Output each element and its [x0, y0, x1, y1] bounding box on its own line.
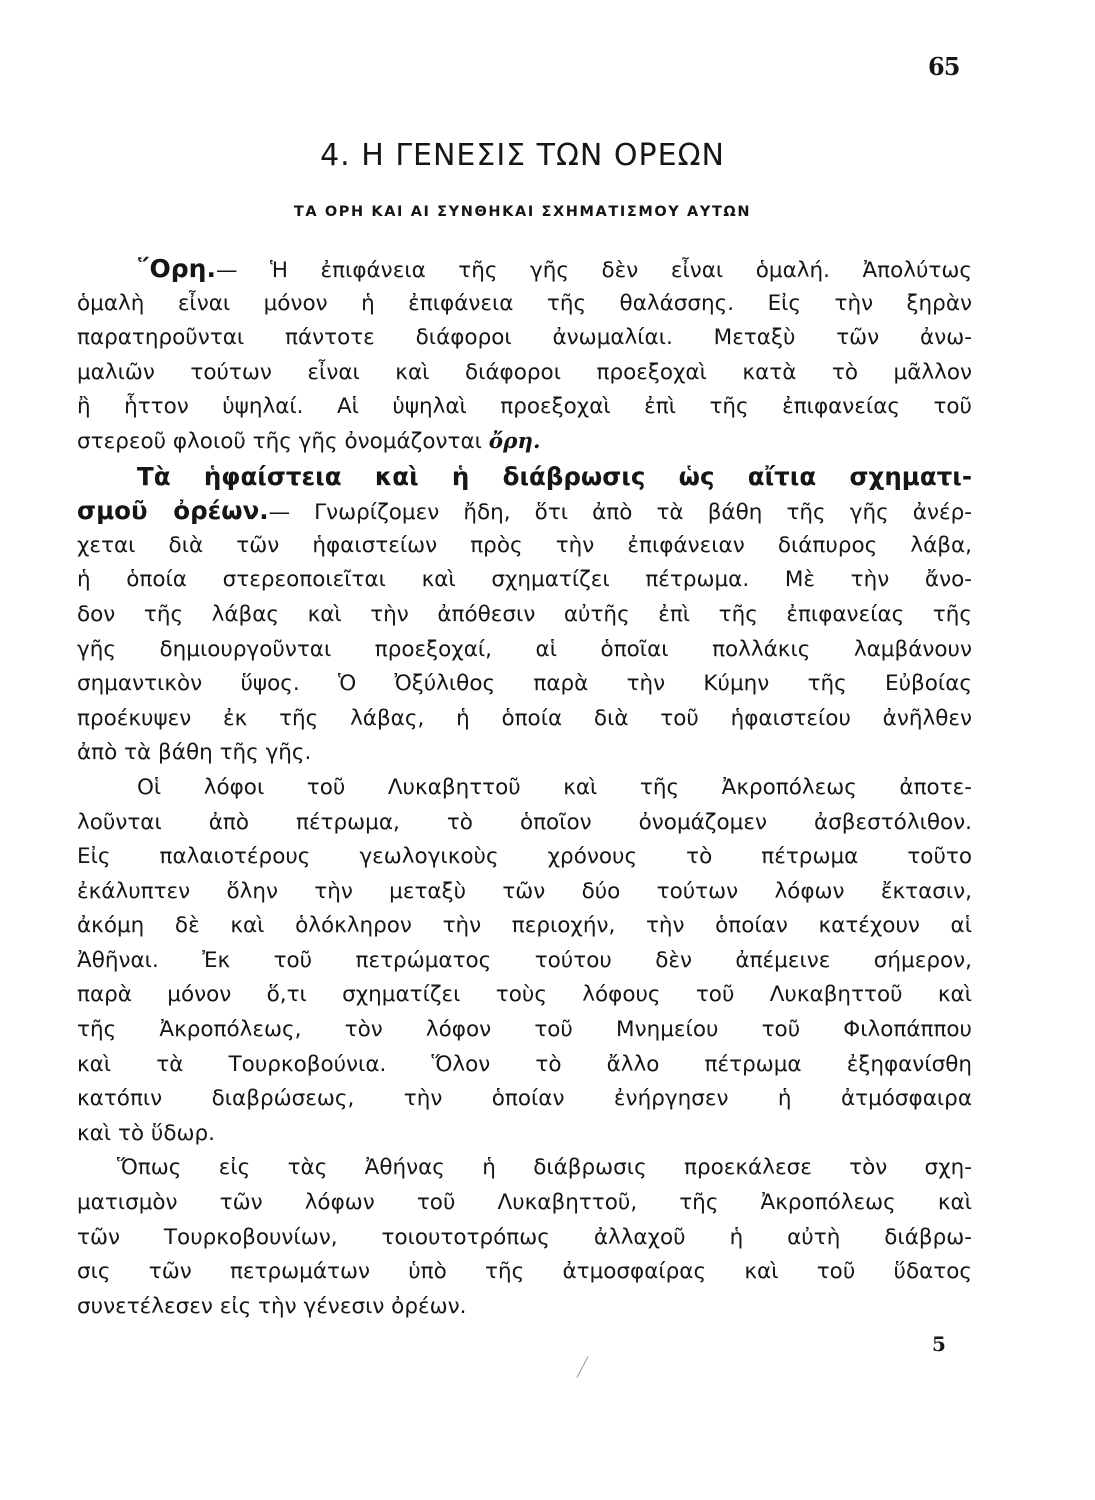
paragraph-line: ἢ ἧττον ὑψηλαί. Αἱ ὑψηλαὶ προεξοχαὶ ἐπὶ τῆς ἐπιφανείας τοῦ [77, 394, 972, 420]
paragraph-line: ἀπὸ τὰ βάθη τῆς γῆς. [77, 740, 312, 766]
paragraph-line: μαλιῶν τούτων εἶναι καὶ διάφοροι προεξοχαὶ κατὰ τὸ μᾶλλον [77, 359, 972, 385]
body-text [77, 252, 972, 1324]
stray-mark [576, 1356, 588, 1378]
paragraph-line [77, 425, 972, 460]
chapter-title: 4. Η ΓΕΝΕΣΙΣ ΤΩΝ ΟΡΕΩΝ [320, 138, 725, 173]
paragraph-line: Οἱ λόφοι τοῦ Λυκαβηττοῦ καὶ τῆς Ἀκροπόλεως ἀποτε- [137, 774, 972, 800]
defined-term: ὄρη. [488, 428, 541, 454]
paragraph-line: γῆς δημιουργοῦνται προεξοχαί, αἱ ὁποῖαι πολλάκις λαμβάνουν [77, 636, 972, 662]
paragraph-line: ἡ ὁποία στερεοποιεῖται καὶ σχηματίζει πέτρωμα. Μὲ τὴν ἄνο- [77, 567, 972, 593]
paragraph-line: ἀκόμη δὲ καὶ ὁλόκληρον τὴν περιοχήν, τὴν ὁποίαν κατέχουν αἱ [77, 913, 972, 939]
paragraph-line: Εἰς παλαιοτέρους γεωλογικοὺς χρόνους τὸ πέτρωμα τοῦτο [77, 844, 972, 870]
paragraph-line: ἐκάλυπτεν ὅλην τὴν μεταξὺ τῶν δύο τούτων λόφων ἔκτασιν, [77, 878, 972, 904]
section-heading-line: Τὰ ἡφαίστεια καὶ ἡ διάβρωσις ὡς αἴτια σχηματι- [137, 461, 972, 491]
paragraph-text: — Ἡ ἐπιφάνεια τῆς γῆς δὲν εἶναι ὁμαλή. Ἀπολύτως [215, 258, 972, 283]
paragraph-line: Ἀθῆναι. Ἐκ τοῦ πετρώματος τούτου δὲν ἀπέμεινε σήμερον, [77, 947, 972, 973]
paragraph-line: προέκυψεν ἐκ τῆς λάβας, ἡ ὁποία διὰ τοῦ ἡφαιστείου ἀνῆλθεν [77, 705, 972, 731]
paragraph-line: ὁμαλὴ εἶναι μόνον ἡ ἐπιφάνεια τῆς θαλάσσης. Εἰς τὴν ξηρὰν [77, 290, 972, 316]
signature-mark: 5 [932, 1332, 946, 1356]
paragraph-line: κατόπιν διαβρώσεως, τὴν ὁποίαν ἐνήργησεν ἡ ἀτμόσφαιρα [77, 1086, 972, 1112]
paragraph-line: σημαντικὸν ὕψος. Ὁ Ὀξύλιθος παρὰ τὴν Κύμην τῆς Εὐβοίας [77, 671, 972, 697]
run-in-heading: ῞Ορη. [137, 254, 216, 283]
paragraph-line: ματισμὸν τῶν λόφων τοῦ Λυκαβηττοῦ, τῆς Ἀκροπόλεως καὶ [77, 1190, 972, 1216]
paragraph-line: δον τῆς λάβας καὶ τὴν ἀπόθεσιν αὐτῆς ἐπὶ τῆς ἐπιφανείας τῆς [77, 601, 972, 627]
paragraph-line: συνετέλεσεν εἰς τὴν γένεσιν ὀρέων. [77, 1293, 467, 1319]
paragraph-line: χεται διὰ τῶν ἡφαιστείων πρὸς τὴν ἐπιφάνειαν διάπυρος λάβα, [77, 532, 972, 558]
paragraph-line: καὶ τὰ Τουρκοβούνια. Ὅλον τὸ ἄλλο πέτρωμα ἐξηφανίσθη [77, 1051, 972, 1077]
section-heading-line: σμοῦ ὀρέων. [77, 496, 269, 526]
page-number: 65 [928, 52, 960, 81]
paragraph-line: Ὅπως εἰς τὰς Ἀθήνας ἡ διάβρωσις προεκάλεσε τὸν σχη- [117, 1155, 972, 1181]
paragraph-line: παρατηροῦνται πάντοτε διάφοροι ἀνωμαλίαι. Μεταξὺ τῶν ἀνω- [77, 325, 972, 351]
paragraph-text: στερεοῦ φλοιοῦ τῆς γῆς ὀνομάζονται [77, 428, 482, 454]
paragraph-text: — Γνωρίζομεν ἤδη, ὅτι ἀπὸ τὰ βάθη τῆς γῆς ἀνέρ- [268, 500, 973, 526]
paragraph-line: σις τῶν πετρωμάτων ὑπὸ τῆς ἀτμοσφαίρας καὶ τοῦ ὕδατος [77, 1259, 972, 1285]
paragraph-line: τῶν Τουρκοβουνίων, τοιουτοτρόπως ἀλλαχοῦ ἡ αὐτὴ διάβρω- [77, 1224, 972, 1250]
section-subtitle: ΤΑ ΟΡΗ ΚΑΙ ΑΙ ΣΥΝΘΗΚΑΙ ΣΧΗΜΑΤΙΣΜΟΥ ΑΥΤΩΝ [293, 204, 752, 220]
paragraph-line [77, 494, 972, 529]
paragraph-line: λοῦνται ἀπὸ πέτρωμα, τὸ ὁποῖον ὀνομάζομεν ἀσβεστόλιθον. [77, 809, 972, 835]
paragraph-line [77, 252, 972, 287]
paragraph-line: παρὰ μόνον ὅ,τι σχηματίζει τοὺς λόφους τοῦ Λυκαβηττοῦ καὶ [77, 982, 972, 1008]
paragraph-line: καὶ τὸ ὕδωρ. [77, 1120, 215, 1146]
paragraph-line: τῆς Ἀκροπόλεως, τὸν λόφον τοῦ Μνημείου τοῦ Φιλοπάππου [77, 1017, 972, 1043]
